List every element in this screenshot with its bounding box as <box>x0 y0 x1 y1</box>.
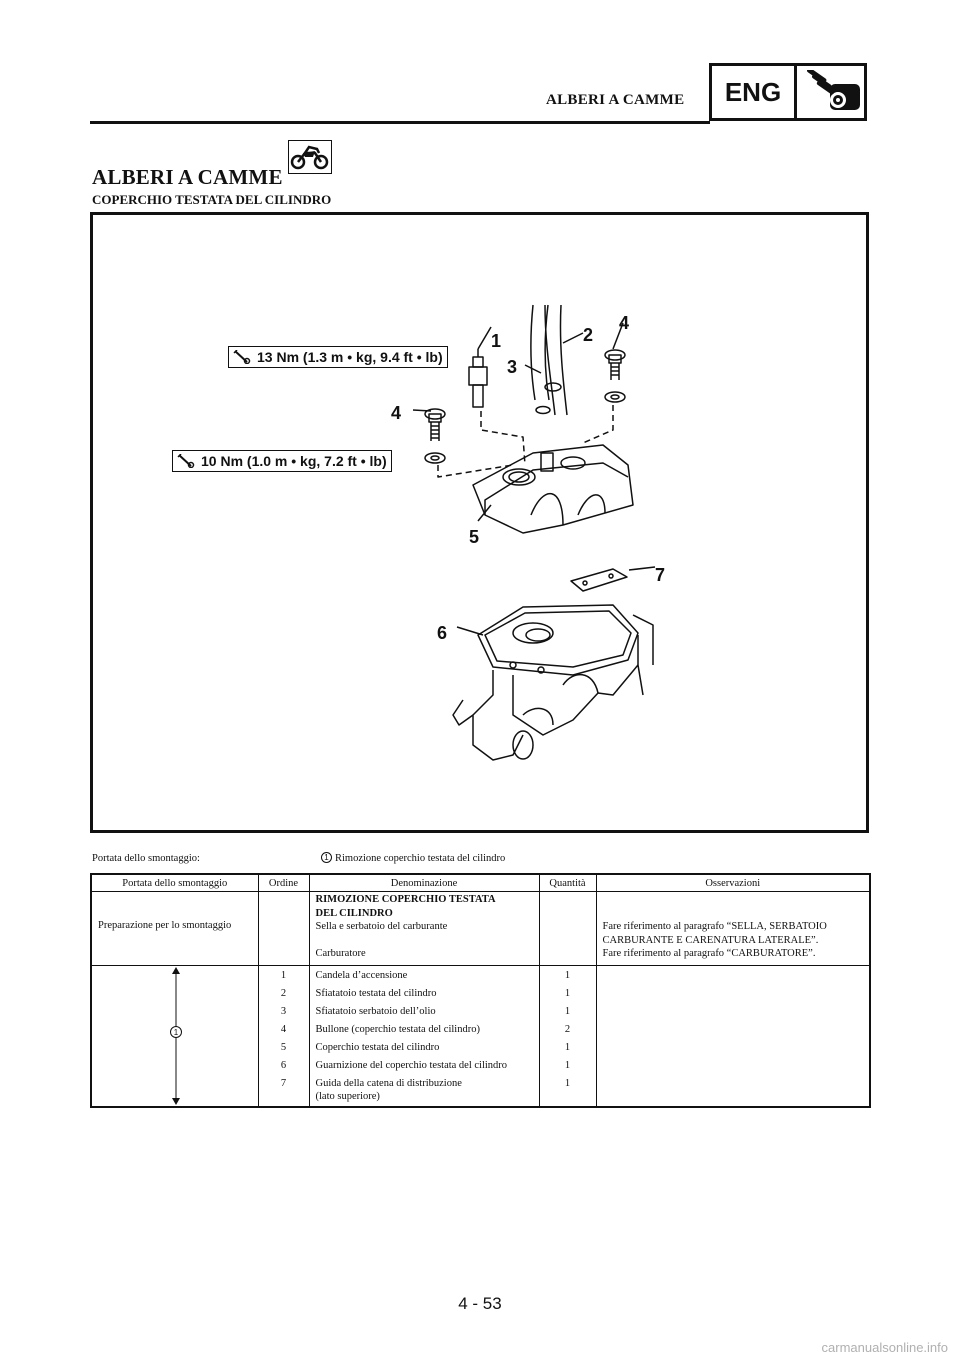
disassembly-table <box>90 873 871 1108</box>
row-5-name: Coperchio testata del cilindro <box>315 1041 440 1053</box>
col-header-order: Ordine <box>258 874 309 892</box>
eng-badge-divider <box>794 66 797 118</box>
row-4-qty: 2 <box>564 1023 571 1035</box>
motorcycle-icon <box>288 140 332 174</box>
callout-7: 7 <box>655 565 666 585</box>
row-2-qty: 1 <box>564 987 571 999</box>
row-3-name: Sfiatatoio serbatoio dell’olio <box>315 1005 436 1017</box>
page-number: 4 - 53 <box>458 1294 502 1313</box>
row-7-name-line2: (lato superiore) <box>315 1091 380 1102</box>
eng-badge-label: ENG <box>724 76 782 107</box>
row-7-order: 7 <box>280 1077 287 1089</box>
group-marker-number: 1 <box>173 1027 179 1037</box>
col-header-scope: Portata dello smontaggio <box>91 874 258 892</box>
caption-text: Rimozione coperchio testata del cilindro <box>335 853 506 864</box>
prep-item-1-note-line1: Fare riferimento al paragrafo “SELLA, SERBATOIO <box>602 921 827 932</box>
group-marker-cell <box>91 965 258 1107</box>
callout-4-right: 4 <box>619 313 630 333</box>
callout-2: 2 <box>583 325 594 345</box>
col-header-qty: Quantità <box>539 874 596 892</box>
torque-spec-text: 10 Nm (1.0 m • kg, 7.2 ft • lb) <box>201 453 387 469</box>
row-4-order: 4 <box>280 1023 287 1035</box>
row-2-name: Sfiatatoio testata del cilindro <box>315 987 437 999</box>
exploded-diagram <box>90 212 869 833</box>
callout-4-left: 4 <box>391 403 402 423</box>
callout-1: 1 <box>491 331 502 351</box>
row-7-name: Guida della catena di distribuzione <box>315 1077 462 1089</box>
prep-title-line2: DEL CILINDRO <box>315 907 393 919</box>
table-header-row <box>91 874 870 892</box>
row-4-name: Bullone (coperchio testata del cilindro) <box>315 1023 480 1035</box>
row-3-qty: 1 <box>564 1005 571 1017</box>
page-title: ALBERI A CAMME <box>92 165 283 189</box>
row-2-order: 2 <box>280 987 287 999</box>
page-subtitle: COPERCHIO TESTATA DEL CILINDRO <box>92 192 332 207</box>
torque-spec-text: 13 Nm (1.3 m • kg, 9.4 ft • lb) <box>257 349 443 365</box>
caption-label: Portata dello smontaggio: <box>92 853 200 864</box>
callout-5: 5 <box>469 527 480 547</box>
row-3-order: 3 <box>280 1005 287 1017</box>
order-column <box>258 965 309 1107</box>
prep-item-2-note: Fare riferimento al paragrafo “CARBURATORE”. <box>602 948 816 959</box>
row-1-order: 1 <box>280 969 287 981</box>
row-6-order: 6 <box>280 1059 287 1071</box>
row-1-qty: 1 <box>564 969 571 981</box>
prep-name-cell <box>309 892 539 966</box>
col-header-name: Denominazione <box>309 874 539 892</box>
notes-column <box>596 965 870 1107</box>
prep-scope-cell <box>91 892 258 966</box>
watermark: carmanualsonline.info <box>821 1340 948 1355</box>
prep-order-cell <box>258 892 309 966</box>
name-column <box>309 965 539 1107</box>
prep-item-1-name: Sella e serbatoio del carburante <box>315 921 448 932</box>
prep-item-2-name: Carburatore <box>315 948 366 959</box>
callout-6: 6 <box>437 623 448 643</box>
prep-notes-cell <box>596 892 870 966</box>
table-row-group-1 <box>91 965 870 1107</box>
prep-qty-cell <box>539 892 596 966</box>
engine-tool-icon <box>800 70 864 116</box>
eng-badge <box>709 63 867 121</box>
qty-column <box>539 965 596 1107</box>
row-5-qty: 1 <box>564 1041 571 1053</box>
callout-3: 3 <box>507 357 518 377</box>
table-row-prep <box>91 892 870 966</box>
caption-step-number: 1 <box>321 852 332 863</box>
row-5-order: 5 <box>280 1041 287 1053</box>
row-6-qty: 1 <box>564 1059 571 1071</box>
row-1-name: Candela d’accensione <box>315 969 408 981</box>
prep-item-1-note-line2: CARBURANTE E CARENATURA LATERALE”. <box>602 934 819 946</box>
prep-scope-text: Preparazione per lo smontaggio <box>98 920 232 931</box>
cylinder-head-illustration <box>93 215 866 830</box>
header-rule <box>90 121 710 124</box>
row-6-name: Guarnizione del coperchio testata del cilindro <box>315 1059 508 1071</box>
col-header-notes: Osservazioni <box>596 874 870 892</box>
prep-title-line1: RIMOZIONE COPERCHIO TESTATA <box>315 894 496 905</box>
row-7-qty: 1 <box>564 1077 571 1089</box>
header-section-title: ALBERI A CAMME <box>546 92 685 108</box>
